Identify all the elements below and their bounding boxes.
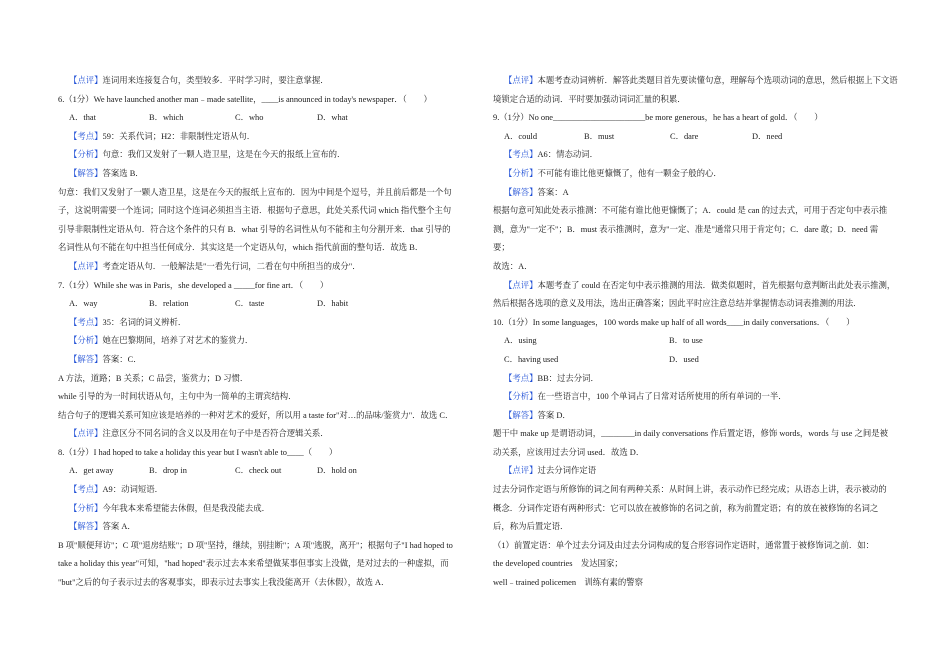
annotation-tag: 【解答】 [69, 168, 103, 178]
answer-option[interactable]: B．to use [669, 336, 703, 346]
annotation-tag: 【分析】 [504, 168, 538, 178]
answer-option[interactable]: B．drop in [149, 466, 187, 476]
question-stem: 9.（1分）No one______________________be more generous，he has a heart of gold．（ ） [493, 113, 823, 123]
annotation-tag: 【点评】 [504, 466, 538, 476]
annotation-line [58, 500, 468, 519]
annotation-tag: 【考点】 [69, 485, 103, 495]
annotation-line [58, 351, 468, 370]
annotation-text: 考查定语从句．一般解法是"一看先行词，二看在句中所担当的成分"． [102, 261, 361, 271]
body-text-line: 结合句子的逻辑关系可知应该是培养的一种对艺术的爱好，所以用 a taste for"对…的品味/鉴赏力"．故选 C． [58, 410, 454, 420]
annotation-text: 答案 D． [537, 410, 571, 420]
annotation-line [493, 407, 903, 426]
answer-option[interactable]: C．having used [504, 354, 559, 364]
answer-option[interactable]: D．need [752, 131, 783, 141]
body-text-line: 引导非限制性定语从句．符合这个条件的只有 B．what 引导的名词性从句不能和主句分割开来．that 引导的 [58, 224, 451, 234]
body-text-line: take a holiday this year"可知，"had hoped"表示过去本来希望做某事但事实上没做，是对过去的一种虚拟，而 [58, 559, 449, 569]
question-stem: 8.（1分）I had hoped to take a holiday this year but I wasn't able to____（ ） [58, 447, 338, 457]
annotation-line [58, 146, 468, 165]
annotation-tag: 【考点】 [504, 150, 538, 160]
body-text-line: 后，称为后置定语． [493, 522, 569, 532]
annotation-text: 答案选 B． [102, 168, 144, 178]
body-text-line: 测，意为"一定不"；B．must 表示推测时，意为"一定、准是"通常只用于肯定句；C．dare 敢；D．need 需 [493, 224, 879, 234]
body-text-line: 要； [493, 243, 510, 253]
annotation-tag: 【点评】 [69, 76, 103, 85]
annotation-text: BB：过去分词． [537, 373, 599, 383]
annotation-line [58, 165, 468, 184]
answer-option[interactable]: C．taste [235, 299, 265, 309]
annotation-line [493, 462, 903, 481]
body-text-line: 句意：我们又发射了一颗人造卫星，这是在今天的报纸上宣布的．因为中间是个逗号，并且前后都是一个句 [58, 187, 452, 197]
annotation-tag: 【点评】 [69, 429, 103, 439]
body-text-line: 故选：A． [493, 261, 533, 271]
annotation-text: 过去分词作定语 [537, 466, 597, 476]
annotation-text: 35：名词的词义辨析． [102, 317, 187, 327]
body-text-line: A 方法，道路；B 关系；C 品尝，鉴赏力；D 习惯． [58, 373, 249, 383]
annotation-line [58, 425, 468, 444]
annotation-text: A6：情态动词． [537, 150, 598, 160]
body-text-line: 题干中 make up 是谓语动词，________in daily conversations 作后置定语，修饰 words，words 与 use 之间是被 [493, 429, 888, 439]
annotation-line [58, 314, 468, 333]
annotation-line [493, 277, 903, 296]
body-text-line: 概念．分词作定语有两种形式：它可以放在被修饰的名词之前，称为前置定语；有的放在被修饰的名词之 [493, 503, 879, 513]
question-stem: 10.（1分）In some languages，100 words make up half of all words____in daily conversations．（ ） [493, 317, 855, 327]
body-text-line: 根据句意可知此处表示推测：不可能有谁比他更慷慨了；A．could 是 can 的过去式，可用于否定句中表示推 [493, 206, 888, 216]
annotation-text: 她在巴黎期间，培养了对艺术的鉴赏力． [102, 336, 254, 346]
annotation-tag: 【解答】 [504, 410, 538, 420]
annotation-tag: 【点评】 [69, 261, 103, 271]
body-text-line: "but"之后的句子表示过去的客观事实，即表示过去事实上我没能离开（去休假），故选 A． [58, 578, 390, 588]
body-text-line: 境锁定合适的动词．平时要加强动词词汇量的积累． [493, 94, 686, 104]
body-text-line: well﹣trained policemen 训练有素的警察 [493, 578, 644, 588]
left-column [58, 72, 468, 593]
answer-option[interactable]: A．get away [69, 466, 114, 476]
body-text-line: the developed countries 发达国家； [493, 559, 623, 569]
annotation-line [493, 165, 903, 184]
annotation-line [58, 72, 468, 91]
body-text-line: 动关系，应该用过去分词 used．故选 D． [493, 447, 645, 457]
question-stem: 6.（1分）We have launched another man﹣made satellite，____is announced in today's newspaper．（ ） [58, 94, 432, 104]
body-text-line: 名词性从句不能在句中担当任何成分．其实这是一个定语从句，which 指代前面的整句话．故选 B． [58, 243, 424, 253]
annotation-line [58, 481, 468, 500]
annotation-line [493, 72, 903, 91]
annotation-text: 59：关系代词；H2：非限制性定语从句． [102, 131, 256, 141]
annotation-line [493, 388, 903, 407]
answer-option[interactable]: C．who [235, 113, 264, 123]
answer-option[interactable]: B．relation [149, 299, 189, 309]
answer-options [493, 332, 903, 351]
body-text-line: 过去分词作定语与所修饰的词之间有两种关系：从时间上讲，表示动作已经完成；从语态上讲，表示被动的 [493, 485, 887, 495]
annotation-text: 注意区分不同名词的含义以及用在句子中是否符合逻辑关系． [102, 429, 329, 439]
annotation-text: 句意：我们又发射了一颗人造卫星，这是在今天的报纸上宣布的． [102, 150, 346, 160]
annotation-tag: 【考点】 [69, 317, 103, 327]
body-text-line: 子，这说明需要一个连词；同时这个连词必须担当主语．根据句子意思，此处关系代词 which 指代整个主句 [58, 206, 452, 216]
annotation-tag: 【解答】 [504, 187, 538, 197]
annotation-line [493, 370, 903, 389]
answer-options [58, 462, 468, 481]
annotation-line [493, 184, 903, 203]
annotation-tag: 【分析】 [69, 150, 103, 160]
answer-options [58, 295, 468, 314]
answer-option[interactable]: D．hold on [317, 466, 357, 476]
answer-option[interactable]: B．must [584, 131, 615, 141]
annotation-line [493, 146, 903, 165]
answer-option[interactable]: A．could [504, 131, 538, 141]
annotation-tag: 【点评】 [504, 280, 538, 290]
answer-option[interactable]: D．used [669, 354, 699, 364]
annotation-line [58, 258, 468, 277]
annotation-text: 连词用来连接复合句，类型较多．平时学习时，要注意掌握． [102, 76, 329, 85]
answer-option[interactable]: A．using [504, 336, 537, 346]
answer-options [493, 128, 903, 147]
body-text-line: while 引导的为一时间状语从句，主句中为一简单的主谓宾结构． [58, 392, 297, 402]
answer-option[interactable]: A．way [69, 299, 98, 309]
annotation-tag: 【分析】 [504, 392, 538, 402]
annotation-line [58, 518, 468, 537]
answer-option[interactable]: C．dare [670, 131, 699, 141]
annotation-line [58, 332, 468, 351]
annotation-text: 本题考查动词辨析．解答此类题目首先要读懂句意，理解每个选项动词的意思，然后根据上下文语 [537, 76, 898, 85]
annotation-text: 答案 A． [102, 522, 136, 532]
annotation-text: A9：动词短语． [102, 485, 163, 495]
body-text-line: （1）前置定语：单个过去分词及由过去分词构成的复合形容词作定语时，通常置于被修饰词之前．如： [493, 540, 875, 550]
annotation-text: 不可能有谁比他更慷慨了，他有一颗金子般的心． [537, 168, 722, 178]
body-text-line: B 项"顺便拜访"；C 项"退房结账"；D 项"坚持，继续，别挂断"；A 项"逃脱，离开"；根据句子"I had hoped to [58, 540, 453, 550]
answer-option[interactable]: B．which [149, 113, 184, 123]
answer-options [58, 109, 468, 128]
annotation-tag: 【分析】 [69, 336, 103, 346]
annotation-text: 本题考查了 could 在否定句中表示推测的用法．做类似题时，首先根据句意判断出此处表示推测， [537, 280, 896, 290]
right-column [493, 72, 903, 593]
annotation-tag: 【考点】 [504, 373, 538, 383]
answer-option[interactable]: C．check out [235, 466, 282, 476]
annotation-text: 在一些语言中，100 个单词占了日常对话所使用的所有单词的一半． [537, 392, 787, 402]
annotation-tag: 【考点】 [69, 131, 103, 141]
annotation-tag: 【分析】 [69, 503, 103, 513]
annotation-text: 今年我本来希望能去休假，但是我没能去成． [102, 503, 270, 513]
answer-options [493, 351, 903, 370]
answer-option[interactable]: D．habit [317, 299, 349, 309]
body-text-line: 然后根据各选项的意义及用法，选出正确答案；因此平时应注意总结并掌握情态动词表推测的用法． [493, 299, 862, 309]
annotation-tag: 【点评】 [504, 76, 538, 85]
annotation-tag: 【解答】 [69, 354, 103, 364]
annotation-tag: 【解答】 [69, 522, 103, 532]
annotation-text: 答案：A [537, 187, 569, 197]
answer-option[interactable]: D．what [317, 113, 348, 123]
annotation-line [58, 128, 468, 147]
answer-option[interactable]: A．that [69, 113, 96, 123]
question-stem: 7.（1分）While she was in Paris，she developed a _____for fine art．（ ） [58, 280, 329, 290]
annotation-text: 答案：C． [102, 354, 142, 364]
